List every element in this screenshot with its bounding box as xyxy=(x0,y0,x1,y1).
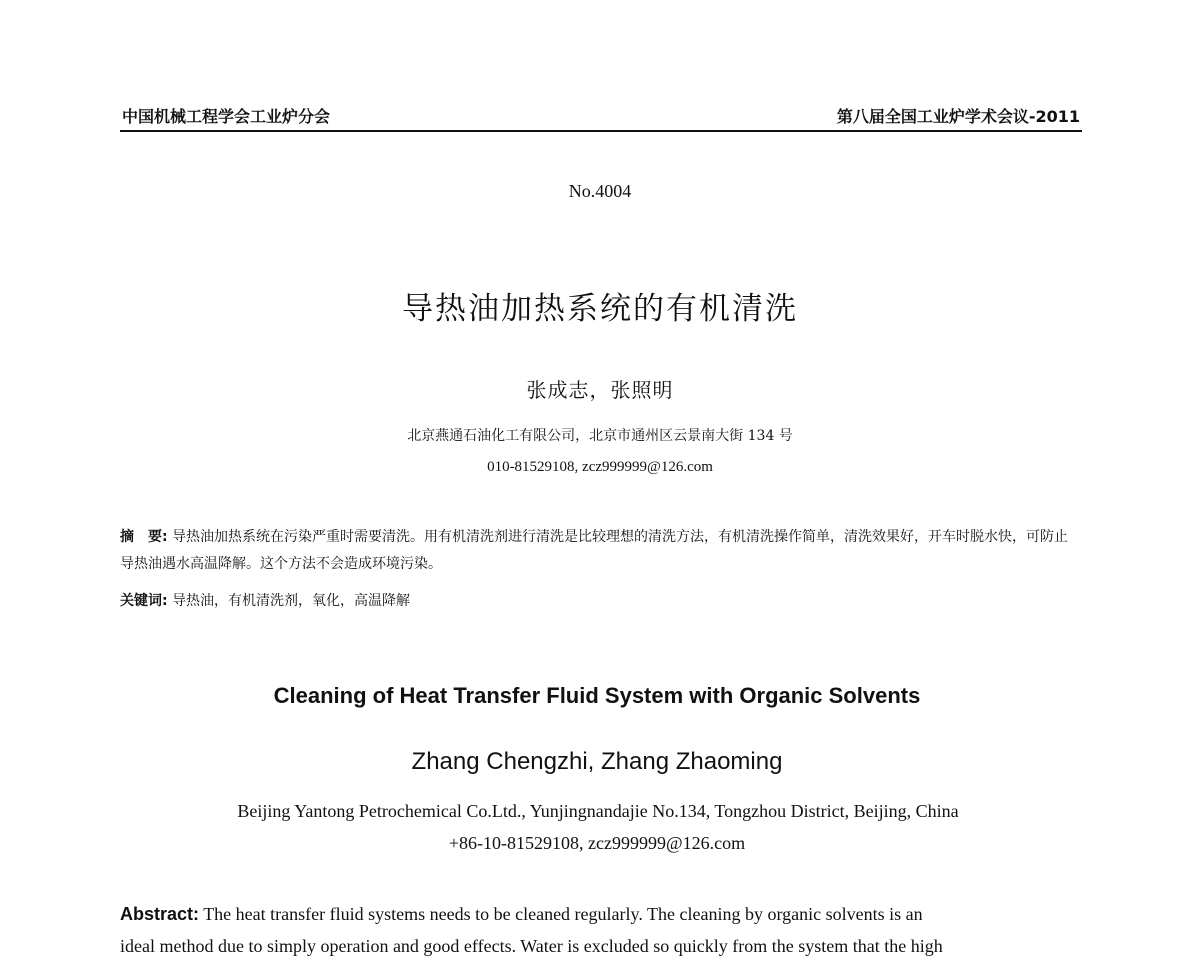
keywords-chinese-text: 导热油，有机清洗剂，氧化，高温降解 xyxy=(167,593,411,609)
abstract-chinese-label: 摘 要: xyxy=(120,529,168,545)
running-header xyxy=(120,104,1082,132)
header-society: 中国机械工程学会工业炉分会 xyxy=(122,107,331,126)
title-english: Cleaning of Heat Transfer Fluid System with Organic Solvents xyxy=(273,683,921,708)
authors-english: Zhang Chengzhi, Zhang Zhaoming xyxy=(411,748,783,775)
abstract-english-label: Abstract: xyxy=(120,904,200,924)
title-chinese: 导热油加热系统的有机清洗 xyxy=(402,291,798,327)
abstract-chinese-text: 导热油加热系统在污染严重时需要清洗。用有机清洗剂进行清洗是比较理想的清洗方法，有机清洗操作简单，清洗效果好，开车时脱水快，可防止导热油遇水高温降解。这个方法不会造成环境污染。 xyxy=(120,529,1069,572)
contact-chinese: 010-81529108, zcz999999@126.com xyxy=(487,459,713,475)
keywords-chinese-label: 关键词: xyxy=(120,593,168,609)
contact-english: +86-10-81529108, zcz999999@126.com xyxy=(448,833,746,853)
affiliation-chinese: 北京燕通石油化工有限公司，北京市通州区云景南大街 134 号 xyxy=(407,428,793,444)
paper-number: No.4004 xyxy=(568,181,632,201)
abstract-english-line-2: ideal method due to simply operation and good effects. Water is excluded so quickly from the system that the high xyxy=(120,936,943,956)
authors-chinese: 张成志，张照明 xyxy=(526,378,674,402)
abstract-english-text-1: The heat transfer fluid systems needs to be cleaned regularly. The cleaning by organic solvents is an xyxy=(199,904,923,924)
abstract-chinese xyxy=(120,524,1080,578)
header-conference: 第八届全国工业炉学术会议-2011 xyxy=(836,107,1080,126)
affiliation-english: Beijing Yantong Petrochemical Co.Ltd., Yunjingnandajie No.134, Tongzhou District, Beijing, China xyxy=(237,801,959,821)
abstract-english xyxy=(120,898,1080,962)
abstract-english-line-1 xyxy=(120,898,1080,930)
keywords-chinese xyxy=(120,589,1080,613)
